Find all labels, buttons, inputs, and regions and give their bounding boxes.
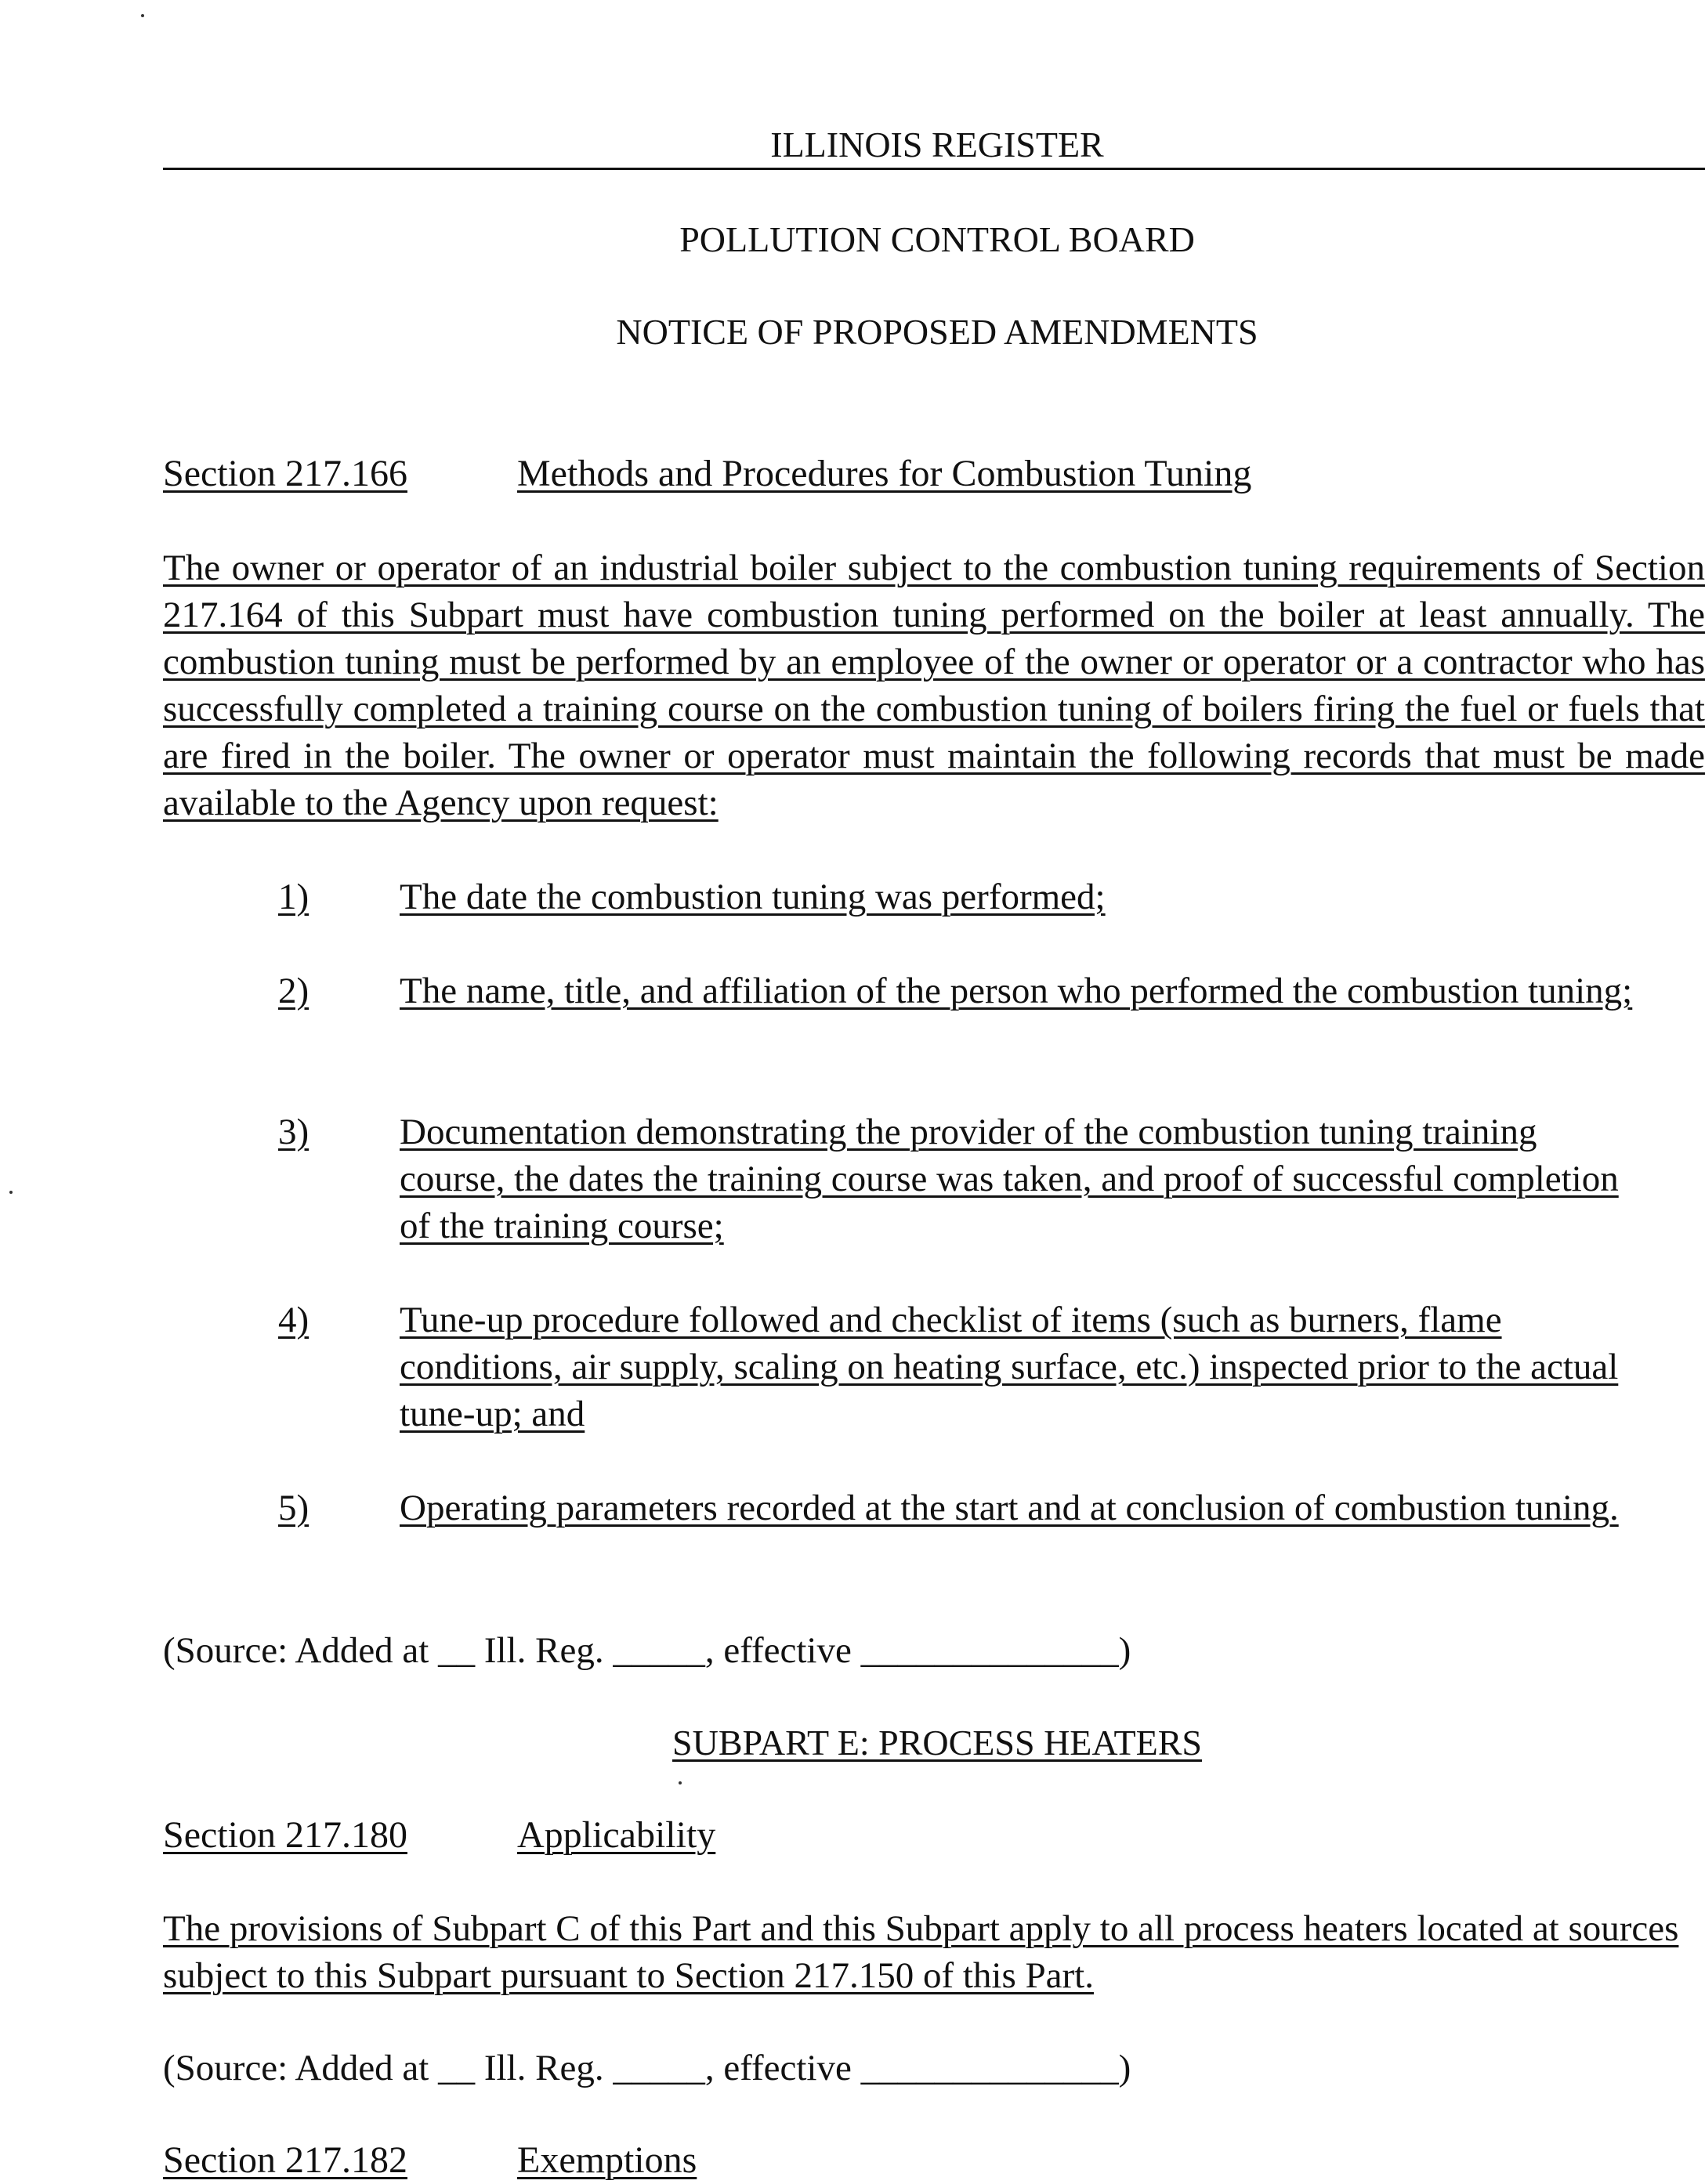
section-heading-217-166 — [163, 450, 1251, 497]
header-rule — [163, 168, 1705, 170]
list-item-text: Documentation demonstrating the provider of the combustion tuning training course, the dates the training course was taken, and proof of successful completion of the training course; — [400, 1112, 1619, 1246]
list-item-number: 4) — [278, 1300, 310, 1340]
section-166-source-note: (Source: Added at __ Ill. Reg. _____, effective ______________) — [163, 1630, 1131, 1671]
notice-heading: NOTICE OF PROPOSED AMENDMENTS — [616, 312, 1258, 352]
list-item-number: 5) — [278, 1488, 310, 1528]
board-heading: POLLUTION CONTROL BOARD — [679, 219, 1195, 259]
list-item-text: The date the combustion tuning was performed; — [400, 877, 1106, 917]
section-heading-217-180 — [163, 1812, 715, 1859]
scan-speck — [9, 1191, 13, 1194]
section-title: Methods and Procedures for Combustion Tuning — [517, 453, 1252, 494]
section-180-text: The provisions of Subpart C of this Part and this Subpart apply to all process heaters located at sources subject to this Subpart pursuant to Section 217.150 of this Part. — [163, 1908, 1679, 1996]
section-title: Applicability — [517, 1814, 716, 1856]
list-item-text: Tune-up procedure followed and checklist of items (such as burners, flame conditions, air supply, scaling on heating surface, etc.) inspected prior to the actual tune-up; and — [400, 1300, 1619, 1434]
subpart-e-heading: SUBPART E: PROCESS HEATERS — [672, 1723, 1202, 1763]
section-heading-217-182 — [163, 2137, 697, 2184]
section-166-intro: The owner or operator of an industrial boiler subject to the combustion tuning requirements of Section 217.164 of this Subpart must have combustion tuning performed on the boiler at least annually. The combustion tuning must be performed by an employee of the owner or operator or a contractor who has successfully completed a training course on the combustion tuning of boilers firing the fuel or fuels that are fired in the boiler. The owner or operator must maintain the following records that must be made available to the Agency upon request: — [163, 548, 1705, 823]
section-number: Section 217.182 — [163, 2139, 407, 2181]
list-item-number: 1) — [278, 877, 310, 917]
list-item-number: 3) — [278, 1112, 310, 1152]
section-number: Section 217.180 — [163, 1814, 407, 1856]
scan-speck — [141, 14, 144, 17]
section-180-source-note: (Source: Added at __ Ill. Reg. _____, effective ______________) — [163, 2048, 1131, 2088]
register-heading: ILLINOIS REGISTER — [770, 125, 1104, 165]
section-title: Exemptions — [517, 2139, 697, 2181]
section-number: Section 217.166 — [163, 453, 407, 494]
scan-speck — [679, 1781, 682, 1784]
list-item-text: Operating parameters recorded at the start and at conclusion of combustion tuning. — [400, 1488, 1619, 1528]
list-item-text: The name, title, and affiliation of the person who performed the combustion tuning; — [400, 971, 1633, 1011]
list-item-number: 2) — [278, 971, 310, 1011]
